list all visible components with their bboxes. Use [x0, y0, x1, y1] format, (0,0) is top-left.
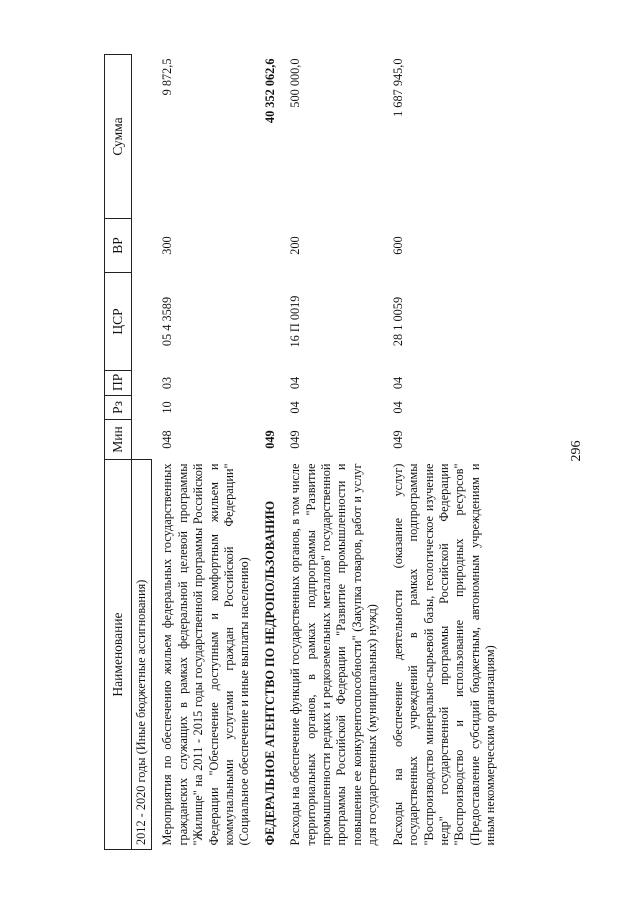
row-pr: 04 — [288, 376, 303, 390]
row-sum: 500 000,0 — [288, 58, 303, 108]
row-rz — [255, 396, 280, 420]
header-rz: Рз — [105, 396, 132, 420]
row-min: 048 — [159, 430, 174, 449]
rotated-budget-sheet — [104, 55, 604, 850]
row-name: Мероприятия по обеспечению жильем федеральных государственных гражданских служащих в рамках федеральной целевой программы "Жилище" на 2011 - 2015 годы государственной программы Российской Федерации "Обеспечение доступным и комфортным жильем и коммунальными услугами граждан Российской Федерации" (Социальное обеспечение и иные выплаты населению) — [160, 463, 252, 846]
row-vr: 300 — [159, 236, 174, 255]
row-vr: 600 — [390, 236, 405, 255]
row-rz: 04 — [390, 401, 405, 414]
row-csr: 28 1 0059 — [390, 296, 405, 347]
row-csr: 16 П 0019 — [288, 295, 303, 348]
row-min: 049 — [262, 430, 277, 449]
row-sum: 1 687 945,0 — [390, 58, 405, 117]
row-min: 049 — [288, 430, 303, 449]
header-csr: ЦСР — [105, 273, 132, 371]
row-name: Расходы на обеспечение функций государственных органов, в том числе территориальных органов, в рамках подпрограммы "Развитие промышленности редких и редкоземельных металлов" государственной программы Российской Федерации "Развитие промышленности и повышение ее конкурентоспособности" (Закупка товаров, работ и услуг для государственных (муниципальных) нужд) — [288, 463, 380, 846]
row-name: ФЕДЕРАЛЬНОЕ АГЕНТСТВО ПО НЕДРОПОЛЬЗОВАНИЮ — [262, 500, 277, 846]
subheader-text: 2012 - 2020 годы (Иные бюджетные ассигнования) — [132, 460, 152, 850]
row-csr — [255, 273, 280, 371]
budget-table — [104, 54, 501, 850]
table-row — [383, 55, 501, 850]
table-header-row — [105, 55, 132, 850]
table-row — [152, 55, 255, 850]
row-sum: 40 352 062,6 — [262, 58, 277, 124]
row-rz: 10 — [159, 401, 174, 414]
page-number: 296 — [569, 440, 584, 462]
table-row — [255, 55, 280, 850]
row-pr: 03 — [159, 376, 174, 390]
row-min: 049 — [390, 430, 405, 449]
row-pr: 04 — [390, 376, 405, 390]
header-vr: ВР — [105, 219, 132, 273]
table-subheader-row — [132, 55, 152, 850]
row-vr — [255, 219, 280, 273]
row-vr: 200 — [288, 236, 303, 255]
row-name: Расходы на обеспечение деятельности (оказание услуг) государственных учреждений в рамках подпрограммы "Воспроизводство минерально-сырьевой базы, геологическое изучение недр" государственной программы Российской Федерации "Воспроизводство и использование природных ресурсов" (Предоставление субсидий бюджетным, автономным учреждениям и иным некоммерческим организациям) — [390, 463, 498, 846]
row-sum: 9 872,5 — [159, 58, 174, 96]
header-pr: ПР — [105, 371, 132, 396]
row-csr: 05 4 3589 — [159, 296, 174, 347]
table-row — [280, 55, 382, 850]
row-pr — [255, 371, 280, 396]
header-min: Мин — [105, 420, 132, 460]
row-rz: 04 — [288, 401, 303, 414]
header-sum: Сумма — [105, 55, 132, 219]
header-name: Наименование — [105, 460, 132, 850]
